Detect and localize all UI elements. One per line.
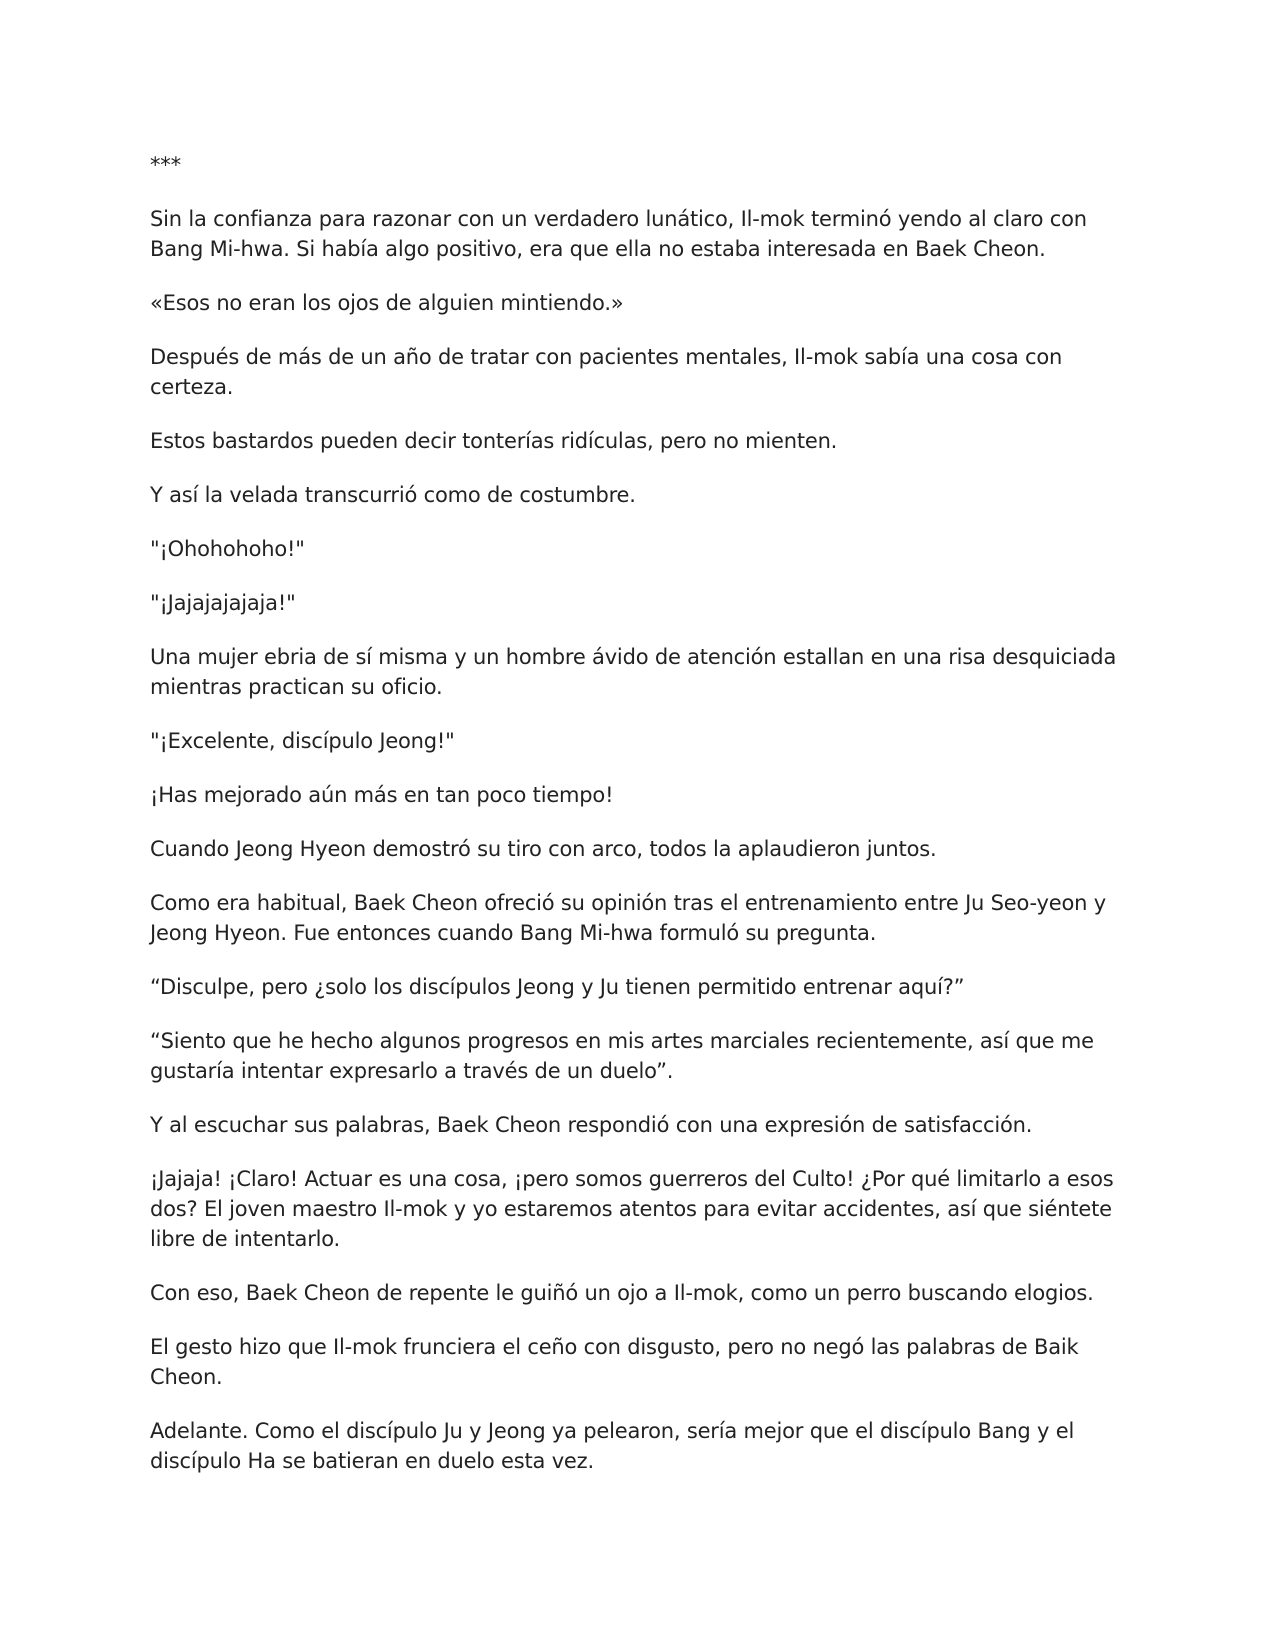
paragraph: Y así la velada transcurrió como de costumbre. xyxy=(150,483,636,507)
paragraph: Estos bastardos pueden decir tonterías ridículas, pero no mienten. xyxy=(150,429,838,453)
paragraph: “Siento que he hecho algunos progresos en mis artes marciales recientemente, así que me gustaría intentar expresarlo a través de un duelo”. xyxy=(150,1029,1094,1083)
paragraph: ¡Has mejorado aún más en tan poco tiempo! xyxy=(150,783,614,807)
paragraph: "¡Excelente, discípulo Jeong!" xyxy=(150,729,455,753)
paragraph: ¡Jajaja! ¡Claro! Actuar es una cosa, ¡pero somos guerreros del Culto! ¿Por qué limitarlo a esos dos? El joven maestro Il-mok y yo estaremos atentos para evitar accidentes, así que siéntete libre de intentarlo. xyxy=(150,1167,1114,1251)
paragraph: "¡Jajajajajaja!" xyxy=(150,591,296,615)
paragraph: El gesto hizo que Il-mok frunciera el ceño con disgusto, pero no negó las palabras de Baik Cheon. xyxy=(150,1335,1079,1389)
paragraph: Sin la confianza para razonar con un verdadero lunático, Il-mok terminó yendo al claro con Bang Mi-hwa. Si había algo positivo, era que ella no estaba interesada en Baek Cheon. xyxy=(150,207,1087,261)
scene-break: *** xyxy=(150,153,181,177)
paragraph: «Esos no eran los ojos de alguien mintiendo.» xyxy=(150,291,624,315)
paragraph: Adelante. Como el discípulo Ju y Jeong ya pelearon, sería mejor que el discípulo Bang y el discípulo Ha se batieran en duelo esta vez. xyxy=(150,1419,1075,1473)
paragraph: Con eso, Baek Cheon de repente le guiñó un ojo a Il-mok, como un perro buscando elogios. xyxy=(150,1281,1094,1305)
document-body xyxy=(150,150,1125,1500)
paragraph: Después de más de un año de tratar con pacientes mentales, Il-mok sabía una cosa con certeza. xyxy=(150,345,1063,399)
paragraph: Y al escuchar sus palabras, Baek Cheon respondió con una expresión de satisfacción. xyxy=(150,1113,1033,1137)
paragraph: "¡Ohohohoho!" xyxy=(150,537,305,561)
paragraph: Cuando Jeong Hyeon demostró su tiro con arco, todos la aplaudieron juntos. xyxy=(150,837,937,861)
paragraph: “Disculpe, pero ¿solo los discípulos Jeong y Ju tienen permitido entrenar aquí?” xyxy=(150,975,965,999)
paragraph: Una mujer ebria de sí misma y un hombre ávido de atención estallan en una risa desquiciada mientras practican su oficio. xyxy=(150,645,1117,699)
paragraph: Como era habitual, Baek Cheon ofreció su opinión tras el entrenamiento entre Ju Seo-yeon y Jeong Hyeon. Fue entonces cuando Bang Mi-hwa formuló su pregunta. xyxy=(150,891,1106,945)
